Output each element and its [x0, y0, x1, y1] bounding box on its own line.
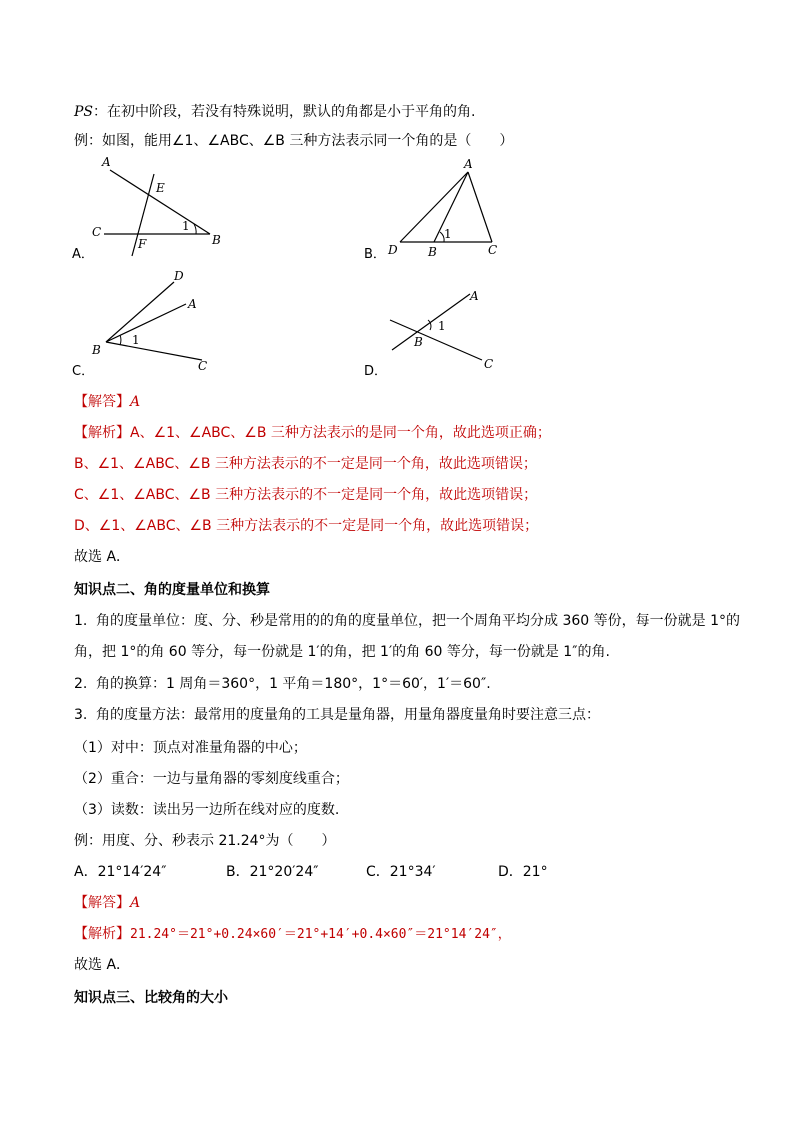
ps-prefix: PS — [74, 104, 94, 120]
section2-sub-3: （3）读数：读出另一边所在线对应的度数. — [74, 802, 340, 818]
analysis-label: 【解析】 — [74, 425, 130, 441]
fig-a-point-a: A — [102, 155, 111, 169]
figure-c — [86, 266, 226, 376]
analysis-label: 【解析】 — [74, 926, 130, 942]
example1-answer — [74, 393, 140, 411]
fig-c-angle-1: 1 — [132, 333, 140, 347]
fig-c-point-d: D — [174, 269, 184, 283]
section3-heading: 知识点三、比较角的大小 — [74, 990, 228, 1006]
option-a-label: A． — [72, 247, 94, 262]
example2-conclusion: 故选 A． — [74, 957, 131, 973]
fig-a-point-b: B — [212, 233, 221, 247]
figure-a — [86, 152, 236, 262]
fig-d-point-a: A — [470, 289, 479, 303]
fig-c-point-b: B — [92, 343, 101, 357]
section2-sub-2: （2）重合：一边与量角器的零刻度线重合； — [74, 771, 349, 787]
fig-c-point-a: A — [188, 297, 197, 311]
option-b-label: B． — [364, 247, 386, 262]
example2-option-b: B．21°20′24″ — [226, 864, 319, 880]
fig-b-angle-1: 1 — [444, 227, 452, 241]
section2-sub-1: （1）对中：顶点对准量角器的中心； — [74, 740, 307, 756]
example1-analysis-4: D、∠1、∠ABC、∠B 三种方法表示的不一定是同一个角，故此选项错误； — [74, 518, 539, 534]
example2-answer — [74, 894, 140, 912]
fig-d-angle-1: 1 — [438, 319, 446, 333]
example2-question: 例：用度、分、秒表示 21.24°为（ ） — [74, 833, 336, 849]
fig-d-point-b: B — [414, 335, 423, 349]
example1-analysis-1 — [74, 424, 551, 442]
section2-item3-number: 3. — [74, 707, 88, 723]
fig-c-point-c: C — [198, 359, 208, 373]
option-c-label: C． — [72, 364, 95, 379]
fig-a-angle-1: 1 — [182, 219, 190, 233]
fig-b-point-a: A — [464, 157, 473, 171]
section2-item2: 角的换算：1 周角＝360°，1 平角＝180°，1°＝60′，1′＝60″. — [96, 676, 491, 692]
fig-a-point-c: C — [92, 225, 102, 239]
option-d-label: D． — [364, 364, 388, 379]
example1-conclusion: 故选 A． — [74, 549, 131, 565]
section2-item3: 角的度量方法：最常用的度量角的工具是量角器，用量角器度量角时要注意三点： — [96, 707, 600, 723]
answer-label: 【解答】 — [74, 895, 130, 911]
fig-a-point-e: E — [156, 181, 165, 195]
example1-question: 例：如图，能用∠1、∠ABC、∠B 三种方法表示同一个角的是（ ） — [74, 133, 514, 149]
example2-option-c: C．21°34′ — [366, 864, 436, 880]
fig-b-point-c: C — [488, 243, 498, 257]
section2-item1-line1: 角的度量单位：度、分、秒是常用的的角的度量单位，把一个周角平均分成 360 等份，每一份就是 1°的 — [96, 613, 740, 629]
ps-note — [74, 103, 475, 121]
analysis-text: A、∠1、∠ABC、∠B 三种方法表示的是同一个角，故此选项正确； — [130, 425, 551, 441]
ps-text: ：在初中阶段，若没有特殊说明，默认的角都是小于平角的角. — [93, 104, 476, 120]
section2-heading: 知识点二、角的度量单位和换算 — [74, 582, 270, 598]
fig-d-point-c: C — [484, 357, 494, 371]
example2-analysis — [74, 925, 511, 944]
answer-value: A — [130, 394, 141, 410]
answer-label: 【解答】 — [74, 394, 130, 410]
example2-option-a: A．21°14′24″ — [74, 864, 167, 880]
example1-analysis-2: B、∠1、∠ABC、∠B 三种方法表示的不一定是同一个角，故此选项错误； — [74, 456, 537, 472]
example1-analysis-3: C、∠1、∠ABC、∠B 三种方法表示的不一定是同一个角，故此选项错误； — [74, 487, 538, 503]
fig-b-point-b: B — [428, 245, 437, 259]
analysis-text: 21.24°＝21°+0.24×60′＝21°+14′+0.4×60″＝21°14′24″， — [130, 927, 511, 942]
example2-option-d: D．21° — [498, 864, 548, 880]
fig-a-point-f: F — [138, 237, 147, 251]
figure-d — [384, 280, 514, 380]
figure-b — [384, 156, 514, 266]
section2-item1-number: 1. — [74, 613, 88, 629]
answer-value: A — [130, 895, 141, 911]
section2-item1-line2: 角，把 1°的角 60 等分，每一份就是 1′的角，把 1′的角 60 等分，每一份就是 1″的角. — [74, 644, 610, 660]
section2-item2-number: 2. — [74, 676, 88, 692]
fig-b-point-d: D — [388, 243, 398, 257]
